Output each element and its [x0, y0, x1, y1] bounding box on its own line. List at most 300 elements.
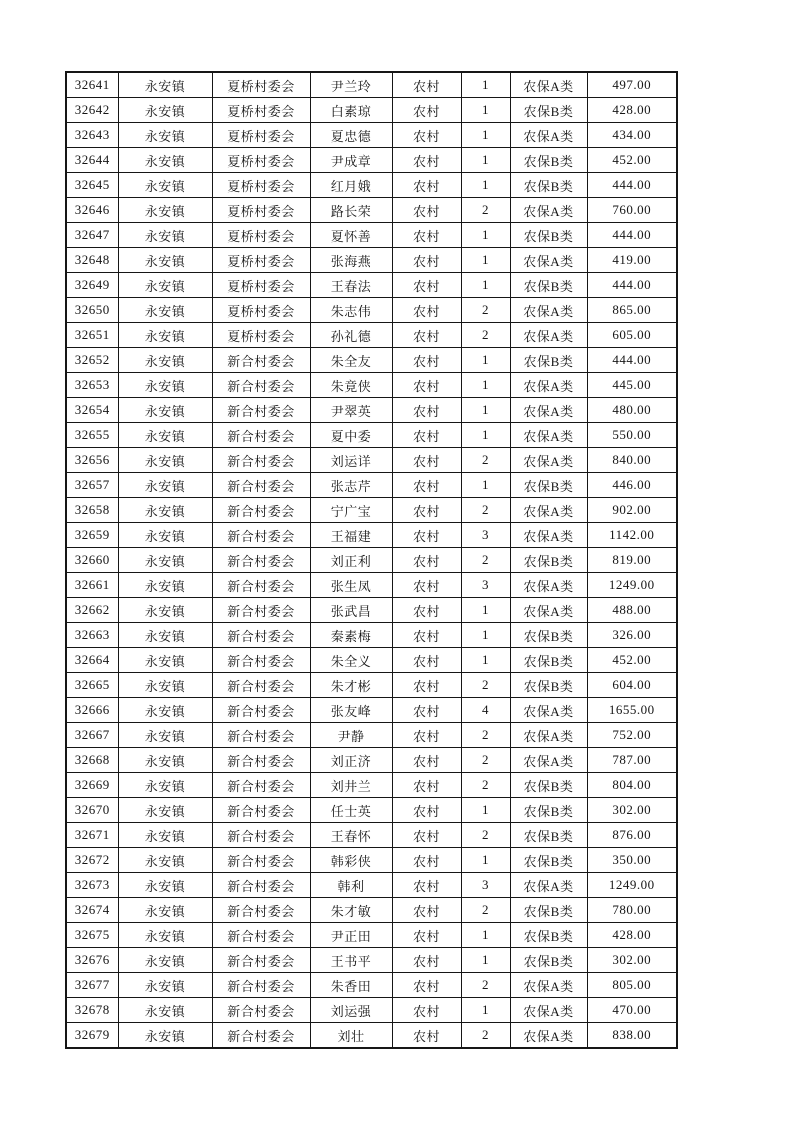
- cell-village-committee: 新合村委会: [212, 698, 310, 723]
- cell-village-committee: 新合村委会: [212, 648, 310, 673]
- cell-amount: 605.00: [587, 323, 677, 348]
- cell-name: 韩利: [310, 873, 392, 898]
- table-row: [66, 648, 677, 673]
- cell-insurance-category: 农保A类: [510, 398, 587, 423]
- cell-residence-type: 农村: [392, 348, 461, 373]
- cell-amount: 326.00: [587, 623, 677, 648]
- cell-person-count: 1: [461, 248, 510, 273]
- cell-town: 永安镇: [118, 348, 212, 373]
- table-row: [66, 848, 677, 873]
- cell-person-count: 1: [461, 648, 510, 673]
- cell-insurance-category: 农保B类: [510, 948, 587, 973]
- cell-residence-type: 农村: [392, 798, 461, 823]
- cell-serial-no: 32666: [66, 698, 118, 723]
- cell-insurance-category: 农保B类: [510, 548, 587, 573]
- cell-village-committee: 新合村委会: [212, 973, 310, 998]
- cell-amount: 470.00: [587, 998, 677, 1023]
- cell-town: 永安镇: [118, 223, 212, 248]
- cell-amount: 760.00: [587, 198, 677, 223]
- cell-amount: 604.00: [587, 673, 677, 698]
- cell-amount: 428.00: [587, 923, 677, 948]
- cell-insurance-category: 农保B类: [510, 648, 587, 673]
- cell-insurance-category: 农保B类: [510, 673, 587, 698]
- cell-serial-no: 32663: [66, 623, 118, 648]
- table-row: [66, 498, 677, 523]
- cell-person-count: 1: [461, 148, 510, 173]
- cell-serial-no: 32660: [66, 548, 118, 573]
- cell-person-count: 1: [461, 72, 510, 98]
- cell-village-committee: 新合村委会: [212, 823, 310, 848]
- cell-amount: 444.00: [587, 273, 677, 298]
- cell-name: 刘井兰: [310, 773, 392, 798]
- cell-amount: 838.00: [587, 1023, 677, 1049]
- cell-amount: 1655.00: [587, 698, 677, 723]
- cell-person-count: 2: [461, 498, 510, 523]
- table-row: [66, 773, 677, 798]
- cell-name: 朱香田: [310, 973, 392, 998]
- cell-residence-type: 农村: [392, 423, 461, 448]
- cell-name: 刘运详: [310, 448, 392, 473]
- cell-person-count: 2: [461, 448, 510, 473]
- cell-serial-no: 32644: [66, 148, 118, 173]
- cell-serial-no: 32645: [66, 173, 118, 198]
- cell-person-count: 1: [461, 223, 510, 248]
- cell-serial-no: 32646: [66, 198, 118, 223]
- cell-amount: 452.00: [587, 148, 677, 173]
- cell-serial-no: 32679: [66, 1023, 118, 1049]
- cell-insurance-category: 农保A类: [510, 698, 587, 723]
- table-row: [66, 448, 677, 473]
- cell-village-committee: 新合村委会: [212, 548, 310, 573]
- table-row: [66, 798, 677, 823]
- cell-person-count: 1: [461, 273, 510, 298]
- cell-person-count: 1: [461, 923, 510, 948]
- cell-amount: 780.00: [587, 898, 677, 923]
- cell-person-count: 3: [461, 573, 510, 598]
- table-row: [66, 148, 677, 173]
- cell-residence-type: 农村: [392, 773, 461, 798]
- cell-name: 白素琼: [310, 98, 392, 123]
- cell-person-count: 2: [461, 548, 510, 573]
- table-row: [66, 323, 677, 348]
- cell-serial-no: 32648: [66, 248, 118, 273]
- cell-serial-no: 32667: [66, 723, 118, 748]
- cell-village-committee: 新合村委会: [212, 398, 310, 423]
- cell-name: 夏怀善: [310, 223, 392, 248]
- cell-amount: 302.00: [587, 798, 677, 823]
- cell-town: 永安镇: [118, 98, 212, 123]
- cell-insurance-category: 农保A类: [510, 123, 587, 148]
- table-row: [66, 523, 677, 548]
- cell-name: 红月娥: [310, 173, 392, 198]
- cell-insurance-category: 农保A类: [510, 573, 587, 598]
- cell-insurance-category: 农保B类: [510, 848, 587, 873]
- cell-town: 永安镇: [118, 548, 212, 573]
- cell-person-count: 1: [461, 798, 510, 823]
- cell-village-committee: 新合村委会: [212, 473, 310, 498]
- cell-village-committee: 新合村委会: [212, 798, 310, 823]
- cell-residence-type: 农村: [392, 548, 461, 573]
- cell-town: 永安镇: [118, 72, 212, 98]
- cell-insurance-category: 农保A类: [510, 723, 587, 748]
- cell-town: 永安镇: [118, 823, 212, 848]
- table-row: [66, 398, 677, 423]
- cell-insurance-category: 农保A类: [510, 748, 587, 773]
- cell-town: 永安镇: [118, 473, 212, 498]
- cell-amount: 819.00: [587, 548, 677, 573]
- table-row: [66, 423, 677, 448]
- table-row: [66, 348, 677, 373]
- table-row: [66, 548, 677, 573]
- cell-amount: 902.00: [587, 498, 677, 523]
- cell-serial-no: 32675: [66, 923, 118, 948]
- cell-serial-no: 32669: [66, 773, 118, 798]
- cell-person-count: 1: [461, 348, 510, 373]
- cell-residence-type: 农村: [392, 123, 461, 148]
- cell-name: 尹成章: [310, 148, 392, 173]
- cell-serial-no: 32671: [66, 823, 118, 848]
- cell-name: 王书平: [310, 948, 392, 973]
- cell-town: 永安镇: [118, 148, 212, 173]
- cell-serial-no: 32649: [66, 273, 118, 298]
- cell-name: 刘正济: [310, 748, 392, 773]
- cell-person-count: 4: [461, 698, 510, 723]
- cell-residence-type: 农村: [392, 173, 461, 198]
- cell-town: 永安镇: [118, 248, 212, 273]
- cell-residence-type: 农村: [392, 198, 461, 223]
- cell-serial-no: 32661: [66, 573, 118, 598]
- cell-village-committee: 新合村委会: [212, 848, 310, 873]
- cell-serial-no: 32647: [66, 223, 118, 248]
- cell-serial-no: 32658: [66, 498, 118, 523]
- table-row: [66, 198, 677, 223]
- cell-person-count: 2: [461, 823, 510, 848]
- cell-name: 张志芹: [310, 473, 392, 498]
- cell-amount: 804.00: [587, 773, 677, 798]
- cell-residence-type: 农村: [392, 648, 461, 673]
- cell-village-committee: 新合村委会: [212, 748, 310, 773]
- cell-residence-type: 农村: [392, 1023, 461, 1049]
- cell-residence-type: 农村: [392, 373, 461, 398]
- cell-amount: 444.00: [587, 173, 677, 198]
- cell-name: 朱竟侠: [310, 373, 392, 398]
- table-row: [66, 373, 677, 398]
- cell-village-committee: 夏桥村委会: [212, 273, 310, 298]
- cell-amount: 787.00: [587, 748, 677, 773]
- cell-residence-type: 农村: [392, 148, 461, 173]
- cell-person-count: 2: [461, 673, 510, 698]
- cell-village-committee: 新合村委会: [212, 348, 310, 373]
- cell-amount: 805.00: [587, 973, 677, 998]
- cell-person-count: 2: [461, 198, 510, 223]
- table-row: [66, 72, 677, 98]
- cell-residence-type: 农村: [392, 473, 461, 498]
- cell-name: 韩彩侠: [310, 848, 392, 873]
- cell-amount: 445.00: [587, 373, 677, 398]
- table-row: [66, 123, 677, 148]
- cell-serial-no: 32656: [66, 448, 118, 473]
- cell-person-count: 2: [461, 1023, 510, 1049]
- cell-person-count: 2: [461, 898, 510, 923]
- cell-town: 永安镇: [118, 123, 212, 148]
- cell-person-count: 1: [461, 398, 510, 423]
- table-row: [66, 973, 677, 998]
- cell-name: 尹兰玲: [310, 72, 392, 98]
- records-table-body: [66, 72, 677, 1048]
- cell-serial-no: 32670: [66, 798, 118, 823]
- cell-residence-type: 农村: [392, 298, 461, 323]
- cell-serial-no: 32650: [66, 298, 118, 323]
- cell-village-committee: 夏桥村委会: [212, 148, 310, 173]
- cell-amount: 434.00: [587, 123, 677, 148]
- cell-serial-no: 32662: [66, 598, 118, 623]
- cell-residence-type: 农村: [392, 973, 461, 998]
- cell-residence-type: 农村: [392, 698, 461, 723]
- cell-village-committee: 夏桥村委会: [212, 298, 310, 323]
- table-row: [66, 473, 677, 498]
- cell-insurance-category: 农保A类: [510, 423, 587, 448]
- table-row: [66, 923, 677, 948]
- cell-town: 永安镇: [118, 973, 212, 998]
- cell-residence-type: 农村: [392, 448, 461, 473]
- cell-name: 朱全友: [310, 348, 392, 373]
- cell-town: 永安镇: [118, 423, 212, 448]
- cell-name: 路长荣: [310, 198, 392, 223]
- cell-residence-type: 农村: [392, 72, 461, 98]
- table-row: [66, 748, 677, 773]
- cell-town: 永安镇: [118, 298, 212, 323]
- cell-serial-no: 32674: [66, 898, 118, 923]
- cell-residence-type: 农村: [392, 623, 461, 648]
- cell-serial-no: 32642: [66, 98, 118, 123]
- cell-serial-no: 32665: [66, 673, 118, 698]
- cell-name: 张生凤: [310, 573, 392, 598]
- table-row: [66, 598, 677, 623]
- cell-amount: 480.00: [587, 398, 677, 423]
- cell-name: 张友峰: [310, 698, 392, 723]
- table-row: [66, 873, 677, 898]
- cell-village-committee: 新合村委会: [212, 873, 310, 898]
- cell-name: 王春法: [310, 273, 392, 298]
- cell-town: 永安镇: [118, 398, 212, 423]
- cell-person-count: 2: [461, 748, 510, 773]
- cell-person-count: 1: [461, 373, 510, 398]
- cell-insurance-category: 农保B类: [510, 273, 587, 298]
- cell-residence-type: 农村: [392, 848, 461, 873]
- cell-village-committee: 夏桥村委会: [212, 223, 310, 248]
- cell-serial-no: 32643: [66, 123, 118, 148]
- cell-village-committee: 夏桥村委会: [212, 248, 310, 273]
- cell-town: 永安镇: [118, 623, 212, 648]
- cell-village-committee: 夏桥村委会: [212, 72, 310, 98]
- cell-name: 刘壮: [310, 1023, 392, 1049]
- cell-insurance-category: 农保B类: [510, 823, 587, 848]
- cell-village-committee: 新合村委会: [212, 373, 310, 398]
- cell-residence-type: 农村: [392, 948, 461, 973]
- cell-serial-no: 32678: [66, 998, 118, 1023]
- cell-name: 尹静: [310, 723, 392, 748]
- table-row: [66, 623, 677, 648]
- cell-insurance-category: 农保B类: [510, 98, 587, 123]
- cell-village-committee: 新合村委会: [212, 723, 310, 748]
- cell-name: 夏中委: [310, 423, 392, 448]
- cell-insurance-category: 农保B类: [510, 473, 587, 498]
- cell-residence-type: 农村: [392, 898, 461, 923]
- table-row: [66, 248, 677, 273]
- cell-person-count: 1: [461, 98, 510, 123]
- cell-village-committee: 夏桥村委会: [212, 173, 310, 198]
- cell-insurance-category: 农保A类: [510, 323, 587, 348]
- cell-person-count: 2: [461, 773, 510, 798]
- cell-residence-type: 农村: [392, 923, 461, 948]
- cell-village-committee: 新合村委会: [212, 598, 310, 623]
- cell-town: 永安镇: [118, 923, 212, 948]
- table-row: [66, 698, 677, 723]
- cell-serial-no: 32676: [66, 948, 118, 973]
- cell-town: 永安镇: [118, 273, 212, 298]
- cell-town: 永安镇: [118, 373, 212, 398]
- cell-town: 永安镇: [118, 898, 212, 923]
- cell-person-count: 1: [461, 598, 510, 623]
- cell-person-count: 1: [461, 623, 510, 648]
- cell-residence-type: 农村: [392, 273, 461, 298]
- cell-amount: 444.00: [587, 223, 677, 248]
- cell-village-committee: 新合村委会: [212, 898, 310, 923]
- cell-serial-no: 32653: [66, 373, 118, 398]
- table-row: [66, 948, 677, 973]
- cell-amount: 1249.00: [587, 873, 677, 898]
- cell-insurance-category: 农保A类: [510, 498, 587, 523]
- cell-town: 永安镇: [118, 673, 212, 698]
- cell-town: 永安镇: [118, 598, 212, 623]
- cell-town: 永安镇: [118, 173, 212, 198]
- cell-amount: 752.00: [587, 723, 677, 748]
- cell-person-count: 2: [461, 973, 510, 998]
- cell-name: 朱才敏: [310, 898, 392, 923]
- cell-village-committee: 夏桥村委会: [212, 323, 310, 348]
- cell-amount: 840.00: [587, 448, 677, 473]
- cell-insurance-category: 农保A类: [510, 1023, 587, 1049]
- table-row: [66, 273, 677, 298]
- cell-residence-type: 农村: [392, 398, 461, 423]
- cell-insurance-category: 农保B类: [510, 223, 587, 248]
- table-row: [66, 673, 677, 698]
- table-row: [66, 823, 677, 848]
- cell-village-committee: 新合村委会: [212, 998, 310, 1023]
- cell-town: 永安镇: [118, 948, 212, 973]
- cell-residence-type: 农村: [392, 873, 461, 898]
- cell-amount: 444.00: [587, 348, 677, 373]
- cell-insurance-category: 农保B类: [510, 923, 587, 948]
- cell-serial-no: 32654: [66, 398, 118, 423]
- cell-village-committee: 新合村委会: [212, 673, 310, 698]
- cell-name: 尹翠英: [310, 398, 392, 423]
- cell-amount: 446.00: [587, 473, 677, 498]
- cell-residence-type: 农村: [392, 598, 461, 623]
- cell-residence-type: 农村: [392, 673, 461, 698]
- cell-name: 王春怀: [310, 823, 392, 848]
- cell-residence-type: 农村: [392, 998, 461, 1023]
- cell-person-count: 1: [461, 848, 510, 873]
- cell-town: 永安镇: [118, 198, 212, 223]
- table-row: [66, 573, 677, 598]
- cell-town: 永安镇: [118, 773, 212, 798]
- cell-person-count: 2: [461, 298, 510, 323]
- cell-name: 刘正利: [310, 548, 392, 573]
- cell-insurance-category: 农保B类: [510, 173, 587, 198]
- cell-name: 尹正田: [310, 923, 392, 948]
- cell-person-count: 1: [461, 948, 510, 973]
- cell-amount: 488.00: [587, 598, 677, 623]
- cell-town: 永安镇: [118, 1023, 212, 1049]
- cell-residence-type: 农村: [392, 523, 461, 548]
- table-row: [66, 298, 677, 323]
- cell-amount: 865.00: [587, 298, 677, 323]
- cell-person-count: 1: [461, 173, 510, 198]
- cell-insurance-category: 农保B类: [510, 623, 587, 648]
- cell-serial-no: 32651: [66, 323, 118, 348]
- cell-insurance-category: 农保B类: [510, 798, 587, 823]
- cell-person-count: 1: [461, 998, 510, 1023]
- cell-insurance-category: 农保A类: [510, 973, 587, 998]
- cell-serial-no: 32641: [66, 72, 118, 98]
- cell-town: 永安镇: [118, 698, 212, 723]
- cell-name: 朱才彬: [310, 673, 392, 698]
- cell-village-committee: 夏桥村委会: [212, 123, 310, 148]
- cell-town: 永安镇: [118, 873, 212, 898]
- cell-village-committee: 夏桥村委会: [212, 198, 310, 223]
- cell-amount: 452.00: [587, 648, 677, 673]
- cell-town: 永安镇: [118, 523, 212, 548]
- records-table: [65, 71, 678, 1049]
- cell-residence-type: 农村: [392, 248, 461, 273]
- cell-village-committee: 新合村委会: [212, 498, 310, 523]
- cell-residence-type: 农村: [392, 823, 461, 848]
- cell-serial-no: 32652: [66, 348, 118, 373]
- cell-serial-no: 32668: [66, 748, 118, 773]
- cell-amount: 419.00: [587, 248, 677, 273]
- cell-village-committee: 新合村委会: [212, 623, 310, 648]
- cell-person-count: 1: [461, 473, 510, 498]
- cell-village-committee: 新合村委会: [212, 948, 310, 973]
- cell-amount: 1249.00: [587, 573, 677, 598]
- cell-insurance-category: 农保B类: [510, 773, 587, 798]
- cell-person-count: 3: [461, 873, 510, 898]
- cell-amount: 550.00: [587, 423, 677, 448]
- cell-insurance-category: 农保A类: [510, 373, 587, 398]
- cell-town: 永安镇: [118, 448, 212, 473]
- cell-amount: 1142.00: [587, 523, 677, 548]
- cell-residence-type: 农村: [392, 498, 461, 523]
- cell-name: 夏忠德: [310, 123, 392, 148]
- cell-name: 朱全义: [310, 648, 392, 673]
- cell-insurance-category: 农保B类: [510, 898, 587, 923]
- cell-village-committee: 夏桥村委会: [212, 98, 310, 123]
- cell-town: 永安镇: [118, 498, 212, 523]
- cell-name: 任士英: [310, 798, 392, 823]
- cell-person-count: 3: [461, 523, 510, 548]
- cell-insurance-category: 农保A类: [510, 598, 587, 623]
- cell-insurance-category: 农保B类: [510, 348, 587, 373]
- cell-serial-no: 32673: [66, 873, 118, 898]
- cell-name: 张海燕: [310, 248, 392, 273]
- cell-residence-type: 农村: [392, 323, 461, 348]
- cell-town: 永安镇: [118, 998, 212, 1023]
- cell-amount: 876.00: [587, 823, 677, 848]
- cell-amount: 428.00: [587, 98, 677, 123]
- cell-insurance-category: 农保A类: [510, 298, 587, 323]
- table-row: [66, 173, 677, 198]
